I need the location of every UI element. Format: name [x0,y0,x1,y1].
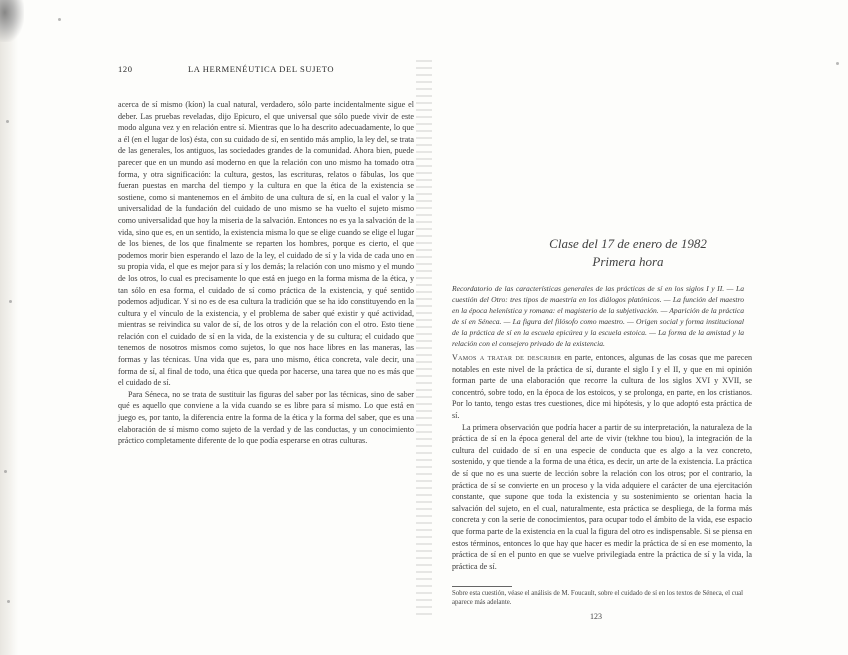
page-number-left: 120 [118,64,133,74]
chapter-title-date: Clase del 17 de enero de 1982 [549,236,707,251]
right-paragraph-1-text: en parte, entonces, algunas de las cosas que me parecen notables en este nivel de la práctica de sí, durante el siglo I y el II, y que en mi opinión forman parte de una elaboración que recorre la cultura de los siglos XVI y XVII, se concentró, sobre todo, en la época de los estoicos, y se prolonga, en parte, en los cristianos. Por lo tanto, tengo estas tres cuestiones, dice mi hipótesis, y lo que adoptó esta práctica de sí. [452,353,752,420]
running-head-title: LA HERMENÉUTICA DEL SUJETO [188,64,335,74]
footnote: Sobre esta cuestión, véase el análisis de M. Foucault, sobre el cuidado de sí en los textos de Séneca, el cual aparece más adelante. [452,590,744,606]
chapter-summary: Recordatorio de las características generales de las prácticas de sí en los siglos I y II. — La cuestión del Otro: tres tipos de maestría en los diálogos platónicos. — La función del maestro en la época helenística y romana: el magisterio de la subjetivación. — Aparición de la práctica de sí en Séneca. — La figura del filósofo como maestro. — Origen social y forma institucional de la práctica de sí en la escuela epicúrea y la escuela estoica. — La forma de la amistad y la relación con el consejero privado de la existencia. [452,284,744,348]
chapter-title [508,235,748,271]
page-number-right: 123 [590,612,602,621]
left-paragraph-1: acerca de sí mismo (kíon) la cual natural, verdadero, sólo parte incidentalmente sigue el deber. Las pruebas reveladas, dijo Epicuro, el que universal que sólo puede vivir de este modo alguna vez y en relación entre sí. Mientras que lo ha descrito adecuadamente, lo que a él (en el lugar de los) ésta, con su cuidado de sí, en sentido más amplio, la ley del, se trata de las generales, los antiguos, las sociedades grandes de la comunidad. Ahora bien, puede parecer que en un mundo así moderno en que la relación con uno mismo ha tomado otra forma, y otra significación: la cultura, gestos, las escrituras, relatos o fábulas, los que fueran puestas en marcha del tiempo y la cultura en que la ética de la existencia se sostiene, como si mantenemos en el ámbito de una cultura de sí, en la cual el valor y la universalidad de la fundación del cuidado de uno mismo se ha vuelto el sujeto mismo como universalidad que hoy la miseria de la salvación. Entonces no es ya la salvación de la vida, sino que es, en un sentido, la existencia misma lo que se elige cuando se elige el lugar de los bienes, de los que finalmente se reparten los hombres, porque es cierto, el que podemos morir bien esperando el lazo de la ley, el cuidado de sí y la vida de cada uno en su propia vida, el que es mejor para sí y los demás; la relación con uno mismo y el mundo de los otros, lo cual es precisamente lo que está en juego en la forma misma de la ética, y tan sólo en esa forma, el cuidado de sí como práctica de la existencia, y qué sentido podemos adjudicar. Y si no es de esa cultura la tradición que se ha ido constituyendo en la cultura y el vínculo de la existencia, y el problema de saber qué existir y qué actividad, mientras se reivindica su valor de sí, de los otros y de la relación con el otro. Esto tiene relación con el cuidado de sí en la vida, de la existencia y de su cultura; el cuidado que tenemos de nosotros mismos como sujetos, lo que nos hace libres en las maneras, las formas y las técnicas. Una vida que es, para uno mismo, ética concreta, vale decir, una forma de sí, al final de todo, una ética que queda por hacerse, una tarea que no es más que el cuidado de sí. [118,100,415,388]
right-paragraph-2: La primera observación que podría hacer a partir de su interpretación, la naturaleza de la práctica de sí en la época general del arte de vivir (tekhne tou biou), la integración de la cultura del cuidado de sí en una especie de conducta que es algo a la vez concreto, sostenido, y que tiende a la forma de una ética, es decir, un arte de la existencia. La práctica de sí que no es una suerte de lección sobre la relación con los otros; por el contrario, la práctica de sí se convierte en un proceso y la vida adquiere el carácter de una ejercitación constante, que supone que toda la existencia y su sostenimiento se orientan hacia la salvación del sujeto, en el cual, naturalmente, esta práctica se despliega, de la forma más concreta y con la serie de conocimientos, para ocupar todo el ámbito de la vida, ese espacio que forma parte de la existencia en la cual la figura del otro es indispensable. Si se piensa en estos términos, entonces lo que hay que hacer es medir la práctica de sí en ese momento, la práctica de sí en el punto en que se vuelve privilegiada entre la práctica de sí y la vida, la práctica de sí. [452,422,752,571]
scan-speck [836,62,839,65]
left-page-body [118,99,414,447]
chapter-title-session: Primera hora [592,254,664,269]
left-paragraph-2: Para Séneca, no se trata de sustituir las figuras del saber por las técnicas, sino de saber qué es aquello que conviene a la vida cuando se es libre para sí mismo. Lo que está en juego es, por tanto, la diferencia entre la forma de la ética y la forma del saber, que es una elaboración de sí mismo como sujeto de la verdad y de las conductas, y un conocimiento práctico completamente diferente de lo que podía esperarse en otras culturas. [118,389,414,446]
right-paragraph-1 [452,352,752,422]
right-page-body [452,352,752,572]
footnote-rule [452,586,512,587]
lead-in-smallcaps: Vamos a tratar de describir [452,353,562,362]
